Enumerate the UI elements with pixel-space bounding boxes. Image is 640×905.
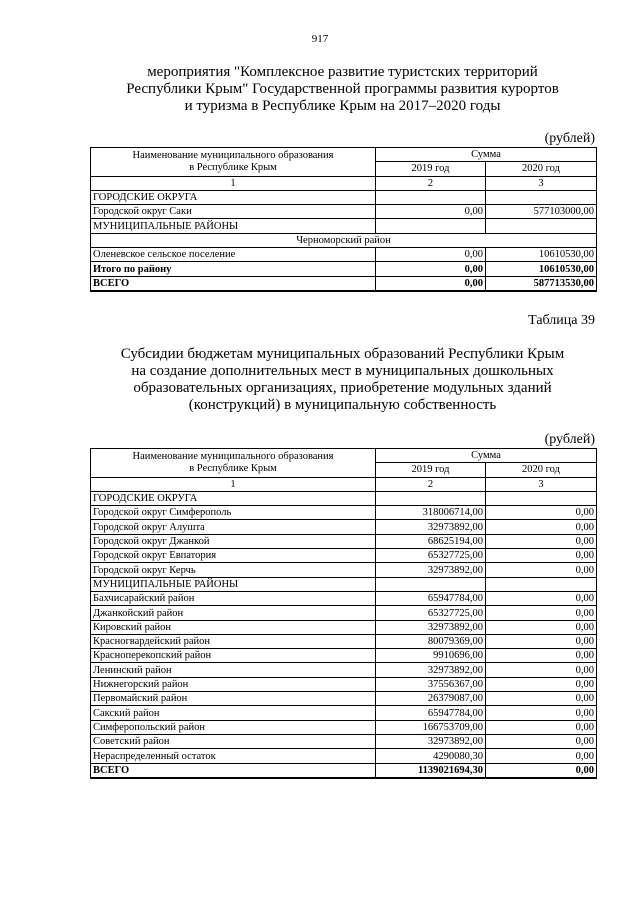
column-number-cell: 1 — [91, 176, 376, 190]
section2-units: (рублей) — [544, 432, 595, 447]
value-2019-cell: 318006714,00 — [376, 506, 486, 520]
name-cell: Джанкойский район — [91, 606, 376, 620]
name-cell: ВСЕГО — [91, 276, 376, 291]
section1-units: (рублей) — [544, 131, 595, 146]
table-column-numbers-row — [91, 176, 597, 190]
value-2020-cell — [486, 219, 597, 233]
table-row — [91, 591, 597, 605]
section1-title-line: мероприятия "Комплексное развитие туристских территорий — [147, 64, 538, 80]
name-cell: Итого по району — [91, 262, 376, 276]
section1-title-line: и туризма в Республике Крым на 2017–2020 годы — [184, 98, 501, 114]
name-cell: МУНИЦИПАЛЬНЫЕ РАЙОНЫ — [91, 219, 376, 233]
table-row — [91, 520, 597, 534]
value-2020-cell: 0,00 — [486, 677, 597, 691]
header-year-cell: 2019 год — [376, 162, 486, 176]
table-group-row — [91, 219, 597, 233]
value-2019-cell: 166753709,00 — [376, 720, 486, 734]
name-cell: Нераспределенный остаток — [91, 749, 376, 763]
name-cell: ВСЕГО — [91, 763, 376, 778]
table-row — [91, 506, 597, 520]
name-cell: ГОРОДСКИЕ ОКРУГА — [91, 190, 376, 204]
name-cell: Нижнегорский район — [91, 677, 376, 691]
name-cell: Кировский район — [91, 620, 376, 634]
table-column-numbers-row — [91, 477, 597, 491]
value-2020-cell: 0,00 — [486, 520, 597, 534]
value-2019-cell: 32973892,00 — [376, 520, 486, 534]
table-39-label: Таблица 39 — [528, 313, 595, 328]
value-2019-cell: 80079369,00 — [376, 634, 486, 648]
table-group-row — [91, 190, 597, 204]
value-2019-cell: 65327725,00 — [376, 549, 486, 563]
value-2020-cell: 0,00 — [486, 706, 597, 720]
table-row — [91, 205, 597, 219]
value-2020-cell: 587713530,00 — [486, 276, 597, 291]
value-2020-cell: 10610530,00 — [486, 262, 597, 276]
value-2019-cell: 4290080,30 — [376, 749, 486, 763]
table-total-row — [91, 276, 597, 291]
header-year-cell: 2020 год — [486, 463, 597, 477]
value-2019-cell — [376, 577, 486, 591]
value-2019-cell — [376, 190, 486, 204]
table-row — [91, 706, 597, 720]
header-year-cell: 2019 год — [376, 463, 486, 477]
name-cell: Городской округ Алушта — [91, 520, 376, 534]
value-2019-cell: 0,00 — [376, 205, 486, 219]
value-2020-cell — [486, 491, 597, 505]
value-2020-cell: 0,00 — [486, 634, 597, 648]
table-row — [91, 248, 597, 262]
table-row — [91, 620, 597, 634]
section1-title — [90, 64, 595, 115]
name-cell: Советский район — [91, 734, 376, 748]
subheading-cell: Черноморский район — [91, 233, 597, 247]
value-2019-cell: 37556367,00 — [376, 677, 486, 691]
value-2019-cell: 0,00 — [376, 276, 486, 291]
name-cell: Ленинский район — [91, 663, 376, 677]
value-2019-cell: 0,00 — [376, 248, 486, 262]
header-name-cell: Наименование муниципального образования в Республике Крым — [91, 148, 376, 177]
header-name-cell: Наименование муниципального образования в Республике Крым — [91, 449, 376, 478]
name-cell: Городской округ Джанкой — [91, 534, 376, 548]
name-cell: Городской округ Симферополь — [91, 506, 376, 520]
table-row — [91, 677, 597, 691]
section2-title-line: на создание дополнительных мест в муниципальных дошкольных — [131, 363, 554, 379]
value-2020-cell: 0,00 — [486, 649, 597, 663]
name-cell: Городской округ Керчь — [91, 563, 376, 577]
value-2020-cell — [486, 190, 597, 204]
table-row — [91, 734, 597, 748]
table-header-row — [91, 148, 597, 162]
section2-title-line: (конструкций) в муниципальную собственность — [188, 397, 497, 413]
name-cell: Бахчисарайский район — [91, 591, 376, 605]
table-row — [91, 663, 597, 677]
header-year-cell: 2020 год — [486, 162, 597, 176]
value-2020-cell: 0,00 — [486, 563, 597, 577]
column-number-cell: 2 — [376, 176, 486, 190]
table-row — [91, 634, 597, 648]
value-2019-cell: 32973892,00 — [376, 620, 486, 634]
value-2019-cell — [376, 219, 486, 233]
value-2019-cell: 65947784,00 — [376, 706, 486, 720]
name-cell: Красногвардейский район — [91, 634, 376, 648]
value-2019-cell: 32973892,00 — [376, 563, 486, 577]
table-row — [91, 606, 597, 620]
section1-table — [90, 147, 597, 292]
table-row — [91, 692, 597, 706]
table-row — [91, 563, 597, 577]
column-number-cell: 1 — [91, 477, 376, 491]
column-number-cell: 3 — [486, 477, 597, 491]
value-2019-cell: 0,00 — [376, 262, 486, 276]
value-2020-cell: 577103000,00 — [486, 205, 597, 219]
table-row — [91, 549, 597, 563]
value-2019-cell: 68625194,00 — [376, 534, 486, 548]
value-2020-cell: 0,00 — [486, 606, 597, 620]
name-cell: Красноперекопский район — [91, 649, 376, 663]
section2-title-line: образовательных организациях, приобретение модульных зданий — [133, 380, 552, 396]
value-2020-cell: 0,00 — [486, 720, 597, 734]
table-group-row — [91, 577, 597, 591]
page-number: 917 — [311, 33, 329, 45]
value-2020-cell: 0,00 — [486, 549, 597, 563]
name-cell: ГОРОДСКИЕ ОКРУГА — [91, 491, 376, 505]
name-cell: Городской округ Саки — [91, 205, 376, 219]
section2-title — [90, 346, 595, 414]
name-cell: Симферопольский район — [91, 720, 376, 734]
section1-title-line: Республики Крым" Государственной программы развития курортов — [126, 81, 559, 97]
table-row — [91, 534, 597, 548]
value-2019-cell — [376, 491, 486, 505]
value-2020-cell: 0,00 — [486, 591, 597, 605]
table-row — [91, 649, 597, 663]
value-2020-cell: 0,00 — [486, 763, 597, 778]
table-header-row — [91, 449, 597, 463]
column-number-cell: 2 — [376, 477, 486, 491]
table-group-row — [91, 491, 597, 505]
table-total-row — [91, 262, 597, 276]
value-2020-cell: 0,00 — [486, 734, 597, 748]
section2-title-line: Субсидии бюджетам муниципальных образований Республики Крым — [120, 346, 565, 362]
value-2019-cell: 1139021694,30 — [376, 763, 486, 778]
header-sum-cell: Сумма — [376, 148, 597, 162]
value-2020-cell: 0,00 — [486, 692, 597, 706]
value-2020-cell: 0,00 — [486, 534, 597, 548]
table-row — [91, 720, 597, 734]
name-cell: Городской округ Евпатория — [91, 549, 376, 563]
column-number-cell: 3 — [486, 176, 597, 190]
table-subheading-row — [91, 233, 597, 247]
name-cell: МУНИЦИПАЛЬНЫЕ РАЙОНЫ — [91, 577, 376, 591]
header-sum-cell: Сумма — [376, 449, 597, 463]
table-total-row — [91, 763, 597, 778]
value-2019-cell: 32973892,00 — [376, 663, 486, 677]
value-2019-cell: 26379087,00 — [376, 692, 486, 706]
value-2019-cell: 9910696,00 — [376, 649, 486, 663]
value-2019-cell: 65327725,00 — [376, 606, 486, 620]
value-2020-cell: 0,00 — [486, 506, 597, 520]
name-cell: Первомайский район — [91, 692, 376, 706]
value-2020-cell: 10610530,00 — [486, 248, 597, 262]
name-cell: Оленевское сельское поселение — [91, 248, 376, 262]
value-2020-cell — [486, 577, 597, 591]
value-2020-cell: 0,00 — [486, 620, 597, 634]
value-2019-cell: 65947784,00 — [376, 591, 486, 605]
value-2020-cell: 0,00 — [486, 663, 597, 677]
name-cell: Сакский район — [91, 706, 376, 720]
section2-table — [90, 448, 597, 779]
value-2020-cell: 0,00 — [486, 749, 597, 763]
value-2019-cell: 32973892,00 — [376, 734, 486, 748]
table-row — [91, 749, 597, 763]
